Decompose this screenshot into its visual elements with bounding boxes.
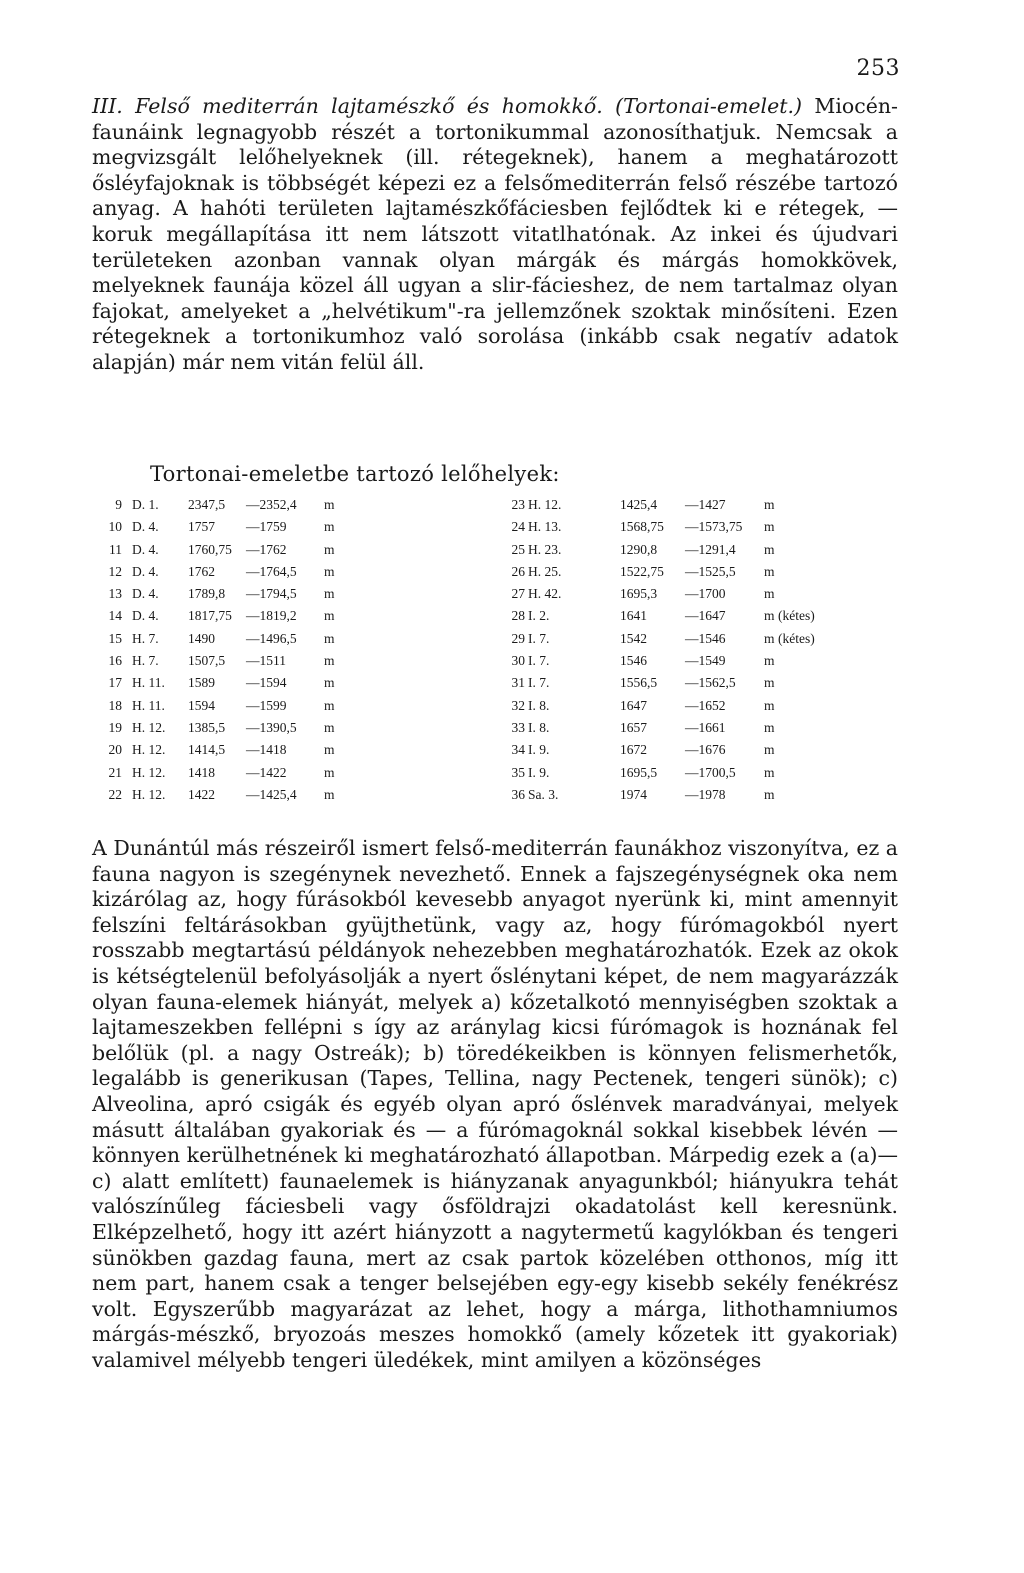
section-heading: III. Felső mediterrán lajtamészkő és homokkő. (Tortonai-emelet.) <box>92 94 802 118</box>
site-to: —1700 <box>685 586 726 602</box>
site-to: —1652 <box>685 697 726 713</box>
site-sec: H. 25. <box>528 563 562 579</box>
site-unit: m <box>764 742 775 758</box>
site-unit: m <box>324 742 335 758</box>
site-num: 30 <box>511 653 525 669</box>
site-sec: D. 1. <box>132 497 159 512</box>
site-num: 12 <box>108 563 122 579</box>
site-to: —1647 <box>685 608 726 624</box>
site-sec: I. 8. <box>528 719 550 735</box>
site-sec: D. 4. <box>132 519 159 535</box>
site-to: —1661 <box>685 719 726 735</box>
site-to: —1422 <box>246 764 287 780</box>
site-to: —1676 <box>685 742 726 758</box>
site-sec: H. 13. <box>528 519 562 535</box>
site-num: 21 <box>108 764 122 780</box>
site-num: 28 <box>511 608 525 624</box>
site-sec: I. 8. <box>528 697 550 713</box>
site-unit: m <box>324 497 335 512</box>
site-unit: m <box>324 786 335 802</box>
site-num: 34 <box>511 742 525 758</box>
site-num: 17 <box>108 675 122 691</box>
site-num: 31 <box>511 675 525 691</box>
site-to: —1594 <box>246 675 287 691</box>
site-to: —1978 <box>685 786 726 802</box>
site-unit: m <box>764 786 775 802</box>
site-from: 1290,8 <box>620 541 658 557</box>
site-note: (kétes) <box>778 630 815 646</box>
site-sec: H. 7. <box>132 630 159 646</box>
site-unit: m <box>324 719 335 735</box>
site-sec: D. 4. <box>132 541 159 557</box>
site-sec: H. 12. <box>132 764 166 780</box>
site-to: —2352,4 <box>246 497 297 512</box>
site-sec: I. 7. <box>528 675 550 691</box>
site-from: 1672 <box>620 742 647 758</box>
site-from: 1589 <box>188 675 215 691</box>
site-unit: m <box>324 697 335 713</box>
site-unit: m <box>764 697 775 713</box>
site-from: 1817,75 <box>188 608 232 624</box>
site-from: 1760,75 <box>188 541 232 557</box>
site-unit: m <box>324 519 335 535</box>
site-num: 20 <box>108 742 122 758</box>
site-to: —1562,5 <box>685 675 736 691</box>
site-num: 27 <box>511 586 525 602</box>
site-unit: m <box>324 563 335 579</box>
site-to: —1764,5 <box>246 563 297 579</box>
site-to: —1762 <box>246 541 287 557</box>
site-sec: D. 4. <box>132 563 159 579</box>
site-from: 1418 <box>188 764 215 780</box>
site-from: 1641 <box>620 608 647 624</box>
site-from: 1546 <box>620 653 647 669</box>
site-sec: H. 12. <box>132 786 166 802</box>
site-sec: D. 4. <box>132 608 159 624</box>
site-to: —1425,4 <box>246 786 297 802</box>
site-from: 1647 <box>620 697 647 713</box>
site-from: 2347,5 <box>188 497 226 512</box>
site-unit: m <box>764 608 775 624</box>
site-to: —1291,4 <box>685 541 736 557</box>
site-from: 1695,5 <box>620 764 658 780</box>
site-from: 1422 <box>188 786 215 802</box>
site-from: 1425,4 <box>620 497 658 512</box>
site-num: 16 <box>108 653 122 669</box>
site-num: 22 <box>108 786 122 802</box>
site-num: 33 <box>511 719 525 735</box>
table-heading: Tortonai-emeletbe tartozó lelőhelyek: <box>150 462 560 486</box>
site-num: 36 <box>511 786 525 802</box>
site-unit: m <box>764 719 775 735</box>
site-num: 25 <box>511 541 525 557</box>
site-sec: I. 7. <box>528 630 550 646</box>
site-from: 1522,75 <box>620 563 664 579</box>
site-unit: m <box>764 586 775 602</box>
site-num: 13 <box>108 586 122 602</box>
site-unit: m <box>764 653 775 669</box>
site-num: 14 <box>108 608 122 624</box>
site-unit: m <box>764 764 775 780</box>
site-to: —1700,5 <box>685 764 736 780</box>
site-from: 1556,5 <box>620 675 658 691</box>
site-num: 18 <box>108 697 122 713</box>
site-num: 26 <box>511 563 525 579</box>
site-unit: m <box>764 675 775 691</box>
site-sec: D. 4. <box>132 586 159 602</box>
site-num: 32 <box>511 697 525 713</box>
site-sec: I. 9. <box>528 764 550 780</box>
site-unit: m <box>764 630 775 646</box>
site-from: 1568,75 <box>620 519 664 535</box>
paragraph-fauna-discussion: A Dunántúl más részeiről ismert felső-mediterrán faunákhoz viszonyítva, ez a fauna nagyon is szegénynek nevezhető. Ennek a fajszegénységnek oka nem kizárólag az, hogy fúrásokból kevesebb anyagot nyerünk ki, mint amennyit felszíni feltárásokban gyüjthetünk, vagy az, hogy fúrómagokból nyert rosszabb megtartású példányok nehezebben meghatározhatók. Ezek az okok is kétségtelenül befolyásolják a nyert őslénytani képet, de nem magyarázzák olyan fauna-elemek hiányát, melyek a) kőzetalkotó mennyiségben szoktak a lajtameszekben fellépni s így az aránylag kicsi fúrómagok is hoznának fel belőlük (pl. a nagy Ostreák); b) töredékeikben is könnyen felismerhetők, legalább is generikusan (Tapes, Tellina, nagy Pectenek, tengeri sünök); c) Alveolina, apró csigák és egyéb olyan apró őslénvek maradványai, melyek másutt általában gyakoriak és — a fúrómagoknál sokkal kisebbek lévén — könnyen kerülhetnének ki meghatározható állapotban. Márpedig ezek a (a)—c) alatt említett) faunaelemek is hiányzanak anyagunkból; hiányukra tehát valószínűleg fáciesbeli vagy ősföldrajzi okadatolást kell keresnünk. Elképzelhető, hogy itt azért hiányzott a nagytermetű kagylókban és tengeri sünökben gazdag fauna, mert az csak partok közelében otthonos, míg itt nem part, hanem csak a tenger belsejében egy-egy kisebb sekély fenékrész volt. Egyszerűbb magyarázat az lehet, hogy a márga, lithothamniumos márgás-mészkő, bryozoás meszes homokkő (amely kőzetek itt gyakoriak) valamivel mélyebb tengeri üledékek, mint amilyen a közönséges <box>92 836 898 1372</box>
site-sec: Sa. 3. <box>528 786 559 802</box>
site-sec: H. 42. <box>528 586 562 602</box>
site-from: 1414,5 <box>188 742 226 758</box>
site-from: 1762 <box>188 563 215 579</box>
site-to: —1427 <box>685 497 726 512</box>
site-from: 1507,5 <box>188 653 226 669</box>
site-to: —1496,5 <box>246 630 297 646</box>
site-num: 11 <box>109 541 122 557</box>
site-to: —1819,2 <box>246 608 297 624</box>
site-unit: m <box>324 764 335 780</box>
site-sec: H. 12. <box>132 719 166 735</box>
page-number: 253 <box>856 56 900 81</box>
site-from: 1789,8 <box>188 586 226 602</box>
site-sec: H. 12. <box>132 742 166 758</box>
site-unit: m <box>324 630 335 646</box>
site-to: —1794,5 <box>246 586 297 602</box>
site-to: —1390,5 <box>246 719 297 735</box>
site-from: 1490 <box>188 630 215 646</box>
site-unit: m <box>324 541 335 557</box>
site-to: —1549 <box>685 653 726 669</box>
site-sec: H. 11. <box>132 697 165 713</box>
site-unit: m <box>764 519 775 535</box>
site-to: —1599 <box>246 697 287 713</box>
site-from: 1757 <box>188 519 215 535</box>
site-to: —1573,75 <box>685 519 743 535</box>
site-sec: I. 2. <box>528 608 550 624</box>
site-unit: m <box>764 541 775 557</box>
site-to: —1546 <box>685 630 726 646</box>
site-sec: I. 7. <box>528 653 550 669</box>
site-sec: I. 9. <box>528 742 550 758</box>
site-unit: m <box>324 608 335 624</box>
site-num: 15 <box>108 630 122 646</box>
site-sec: H. 12. <box>528 497 562 512</box>
site-from: 1974 <box>620 786 647 802</box>
site-to: —1759 <box>246 519 287 535</box>
site-sec: H. 11. <box>132 675 165 691</box>
site-from: 1594 <box>188 697 215 713</box>
site-note: (kétes) <box>778 608 815 624</box>
site-unit: m <box>764 563 775 579</box>
site-num: 35 <box>511 764 525 780</box>
site-from: 1657 <box>620 719 647 735</box>
site-from: 1385,5 <box>188 719 226 735</box>
site-num: 10 <box>108 519 122 535</box>
site-num: 9 <box>115 497 122 512</box>
site-num: 24 <box>511 519 525 535</box>
paragraph-tortonian-intro <box>92 94 898 376</box>
paragraph-text: Miocén-faunáink legnagyobb részét a tortonikummal azonosíthatjuk. Nemcsak a megvizsgált lelőhelyeknek (ill. rétegeknek), hanem a meghatározott ősléyfajoknak is többségét képezi ez a felsőmediterrán felső részébe tartozó anyag. A hahóti területen lajtamészkőfáciesben fejlődtek ki e rétegek, — koruk megállapítása itt nem látszott vitatlhatónak. Az inkei és újudvari területeken azonban vannak olyan márgák és márgás homokkövek, melyeknek faunája közel áll ugyan a slir-fácieshez, de nem tartalmaz olyan fajokat, amelyeket a „helvétikum"-ra jellemzőnek szoktak minősíteni. Ezen rétegeknek a tortonikumhoz való sorolása (inkább csak negatív adatok alapján) már nem vitán felül áll. <box>92 94 898 374</box>
site-num: 19 <box>108 719 122 735</box>
site-to: —1418 <box>246 742 287 758</box>
site-num: 29 <box>511 630 525 646</box>
site-unit: m <box>324 586 335 602</box>
site-unit: m <box>324 675 335 691</box>
site-to: —1511 <box>246 653 286 669</box>
site-sec: H. 7. <box>132 653 159 669</box>
site-unit: m <box>764 497 775 512</box>
site-from: 1695,3 <box>620 586 658 602</box>
site-to: —1525,5 <box>685 563 736 579</box>
site-num: 23 <box>511 497 525 512</box>
site-sec: H. 23. <box>528 541 562 557</box>
site-from: 1542 <box>620 630 647 646</box>
site-unit: m <box>324 653 335 669</box>
